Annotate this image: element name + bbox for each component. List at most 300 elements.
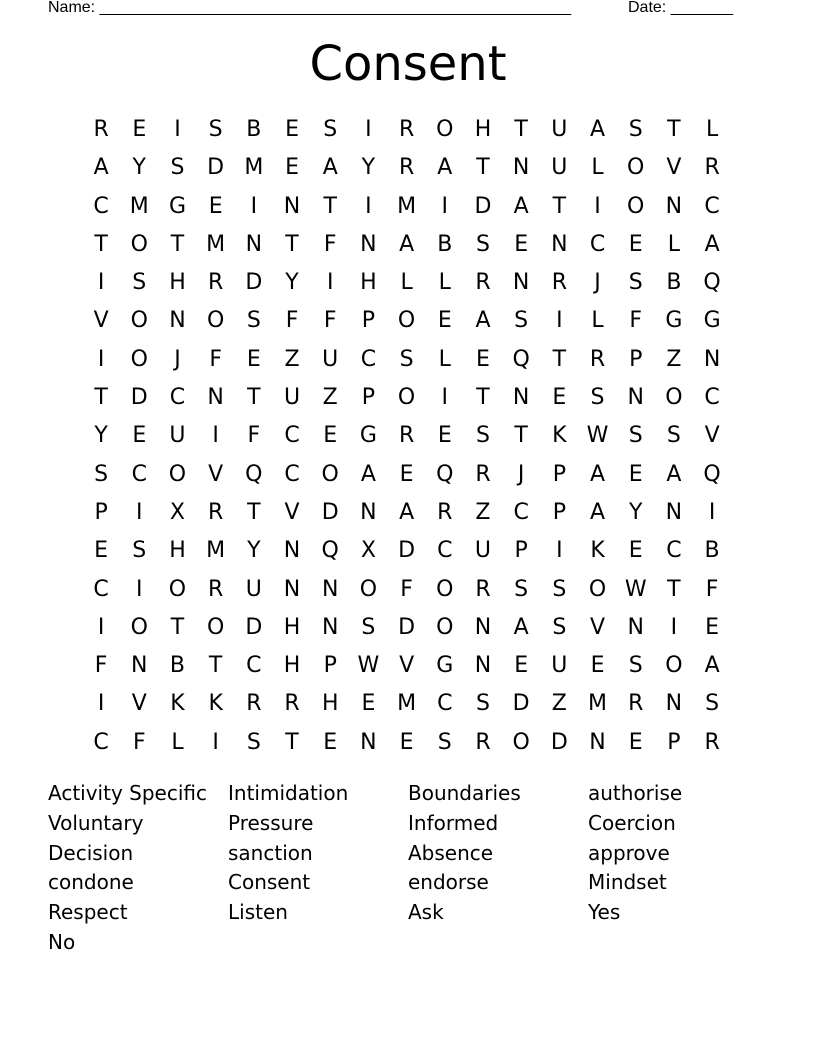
grid-letter: M (588, 691, 608, 717)
word-list-item: condone (48, 870, 134, 895)
grid-letter: A (399, 231, 415, 257)
grid-letter: L (591, 155, 604, 181)
grid-letter: D (130, 385, 148, 411)
grid-letter: N (360, 499, 377, 525)
grid-letter: X (360, 538, 376, 564)
grid-letter: Q (321, 538, 339, 564)
grid-letter: C (284, 461, 300, 487)
grid-letter: O (436, 576, 454, 602)
grid-letter: D (398, 614, 416, 640)
grid-letter: E (94, 538, 109, 564)
grid-letter: R (628, 691, 644, 717)
grid-letter: P (514, 538, 528, 564)
grid-letter: O (130, 346, 148, 372)
grid-letter: C (437, 691, 453, 717)
grid-letter: O (321, 461, 339, 487)
grid-letter: I (174, 117, 181, 142)
grid-letter: S (94, 461, 109, 487)
grid-letter: U (245, 576, 262, 602)
grid-letter: N (321, 576, 339, 602)
grid-letter: M (397, 193, 417, 219)
grid-letter: N (474, 653, 492, 679)
grid-letter: D (207, 155, 225, 181)
grid-letter: N (512, 270, 530, 296)
grid-letter: S (590, 385, 605, 411)
grid-letter: A (399, 499, 415, 525)
grid-letter: R (589, 346, 606, 372)
grid-letter: B (704, 538, 720, 564)
grid-letter: E (590, 653, 605, 679)
grid-letter: S (132, 538, 147, 564)
grid-letter: T (170, 231, 185, 257)
grid-letter: U (169, 423, 186, 449)
grid-letter: I (326, 270, 334, 296)
page-title: Consent (309, 36, 507, 92)
grid-letter: T (247, 385, 261, 411)
grid-letter: J (517, 461, 525, 487)
grid-letter: N (207, 385, 224, 411)
grid-letter: I (212, 423, 219, 449)
grid-letter: R (475, 576, 491, 602)
grid-letter: N (627, 614, 644, 640)
word-list-item: approve (588, 840, 670, 865)
grid-letter: Z (322, 385, 338, 411)
grid-letter: I (365, 193, 372, 219)
grid-letter: P (552, 461, 566, 487)
grid-letter: I (97, 614, 105, 640)
grid-letter: O (397, 385, 416, 411)
grid-letter: F (247, 423, 261, 449)
grid-letter: C (704, 385, 720, 411)
grid-letter: I (136, 576, 143, 602)
grid-letter: Z (284, 346, 300, 372)
grid-letter: R (246, 691, 262, 717)
grid-letter: M (206, 538, 226, 564)
grid-letter: O (206, 614, 225, 640)
grid-letter: D (550, 729, 568, 755)
grid-letter: A (93, 155, 109, 181)
grid-letter: M (206, 231, 226, 257)
grid-letter: W (624, 576, 647, 602)
grid-letter: C (246, 653, 262, 679)
grid-letter: R (475, 729, 491, 755)
grid-letter: D (512, 691, 530, 717)
grid-row (82, 685, 732, 723)
grid-letter: T (552, 346, 567, 372)
grid-letter: V (399, 653, 415, 679)
grid-letter: I (556, 308, 563, 334)
grid-letter: U (551, 117, 568, 142)
grid-letter: H (321, 691, 339, 717)
word-list-item: Yes (588, 900, 621, 925)
grid-letter: O (359, 576, 378, 602)
grid-letter: A (513, 193, 529, 219)
grid-letter: C (284, 423, 300, 449)
grid-letter: H (283, 614, 301, 640)
grid-row (82, 724, 732, 762)
grid-letter: T (285, 231, 299, 257)
grid-letter: U (474, 538, 492, 564)
grid-letter: O (168, 461, 187, 487)
grid-letter: L (400, 270, 413, 296)
grid-letter: R (284, 691, 300, 717)
grid-letter: S (475, 691, 490, 717)
grid-letter: I (441, 385, 449, 411)
grid-letter: V (666, 155, 682, 181)
grid-letter: F (323, 308, 337, 334)
grid-letter: G (665, 308, 683, 334)
word-list-item: Respect (48, 900, 128, 925)
grid-letter: S (514, 308, 529, 334)
grid-letter: T (285, 729, 299, 755)
grid-letter: N (627, 385, 644, 411)
grid-letter: E (514, 653, 529, 679)
name-field (48, 0, 571, 18)
grid-row (82, 456, 732, 494)
grid-letter: S (628, 270, 643, 296)
grid-letter: I (212, 729, 219, 755)
grid-letter: N (245, 231, 263, 257)
grid-letter: U (322, 346, 339, 372)
grid-letter: S (628, 117, 643, 142)
word-list-item: Informed (408, 810, 499, 835)
grid-letter: O (436, 614, 454, 640)
grid-letter: V (208, 461, 224, 487)
grid-letter: S (246, 729, 261, 755)
grid-letter: T (476, 155, 490, 181)
grid-letter: P (94, 499, 108, 525)
grid-letter: N (283, 538, 301, 564)
word-list-item: Consent (228, 870, 311, 895)
grid-letter: S (628, 653, 643, 679)
word-list-item: Listen (228, 900, 288, 925)
grid-letter: E (628, 461, 643, 487)
grid-letter: E (285, 155, 299, 181)
grid-letter: V (590, 614, 606, 640)
grid-letter: S (552, 576, 567, 602)
grid-letter: R (208, 576, 224, 602)
grid-letter: L (667, 231, 681, 257)
grid-letter: N (665, 691, 683, 717)
grid-letter: I (97, 691, 105, 717)
grid-letter: H (360, 270, 377, 296)
grid-row (82, 647, 732, 685)
grid-letter: C (589, 231, 606, 257)
grid-letter: G (436, 653, 454, 679)
grid-letter: R (93, 117, 109, 142)
grid-letter: E (399, 461, 414, 487)
grid-letter: B (246, 117, 262, 142)
grid-letter: E (323, 729, 338, 755)
word-list-item: Mindset (588, 870, 667, 895)
grid-letter: E (246, 346, 261, 372)
grid-letter: Q (245, 461, 263, 487)
grid-letter: O (206, 308, 225, 334)
grid-letter: B (437, 231, 453, 257)
grid-letter: U (551, 155, 568, 181)
grid-letter: R (398, 117, 415, 142)
grid-letter: E (476, 346, 490, 372)
grid-letter: N (169, 308, 186, 334)
grid-letter: Y (94, 423, 108, 449)
grid-letter: I (594, 193, 601, 219)
grid-letter: T (323, 193, 337, 219)
grid-letter: P (629, 346, 643, 372)
grid-letter: N (283, 576, 301, 602)
grid-letter: F (323, 231, 337, 257)
grid-letter: R (398, 155, 415, 181)
grid-letter: F (400, 576, 413, 602)
grid-letter: S (437, 729, 452, 755)
grid-letter: C (666, 538, 682, 564)
grid-letter: L (591, 308, 604, 334)
word-list-item: authorise (588, 781, 683, 805)
grid-letter: G (168, 193, 186, 219)
grid-letter: S (170, 155, 185, 181)
grid-letter: L (171, 729, 184, 755)
grid-letter: L (438, 270, 451, 296)
grid-row (82, 571, 732, 609)
grid-letter: Q (436, 461, 454, 487)
grid-letter: K (170, 691, 185, 717)
grid-letter: C (437, 538, 453, 564)
grid-letter: N (589, 729, 606, 755)
grid-letter: K (208, 691, 223, 717)
grid-letter: T (247, 499, 261, 525)
grid-letter: P (361, 308, 376, 334)
grid-letter: T (514, 423, 528, 449)
grid-letter: F (705, 576, 719, 602)
grid-letter: C (169, 385, 186, 411)
grid-letter: M (244, 155, 264, 181)
grid-letter: Z (666, 346, 682, 372)
grid-letter: Y (628, 499, 643, 525)
grid-row (82, 302, 732, 340)
date-field (628, 0, 733, 18)
letter-grid (82, 111, 732, 762)
grid-row (82, 417, 732, 455)
grid-letter: T (208, 653, 223, 679)
grid-letter: T (667, 576, 681, 602)
grid-letter: P (323, 653, 337, 679)
grid-letter: S (475, 423, 490, 449)
grid-letter: E (437, 423, 452, 449)
grid-row (82, 264, 732, 302)
grid-letter: I (670, 614, 678, 640)
grid-letter: E (628, 231, 643, 257)
grid-letter: D (321, 499, 339, 525)
word-list-item: No (48, 929, 76, 954)
grid-letter: C (131, 461, 147, 487)
grid-letter: C (513, 499, 529, 525)
grid-letter: R (208, 270, 224, 296)
grid-letter: O (397, 308, 416, 334)
grid-letter: V (131, 691, 147, 717)
grid-letter: N (665, 499, 683, 525)
grid-letter: F (285, 308, 299, 334)
grid-letter: S (323, 117, 338, 142)
grid-row (82, 111, 732, 149)
grid-letter: H (474, 117, 492, 142)
grid-letter: A (704, 653, 720, 679)
grid-letter: R (398, 423, 415, 449)
grid-letter: I (136, 499, 143, 525)
word-list-item: sanction (228, 840, 313, 865)
grid-letter: A (704, 231, 720, 257)
grid-letter: J (174, 346, 181, 372)
grid-letter: O (168, 576, 187, 602)
grid-letter: O (512, 729, 530, 755)
grid-letter: A (513, 614, 529, 640)
grid-letter: E (628, 538, 643, 564)
grid-letter: N (703, 346, 721, 372)
name-blank: _____________________________________________________ (99, 0, 572, 16)
grid-letter: N (474, 614, 492, 640)
grid-letter: P (667, 729, 681, 755)
grid-letter: N (360, 231, 377, 257)
grid-letter: E (361, 691, 376, 717)
word-list-item: endorse (408, 870, 489, 895)
grid-letter: A (360, 461, 376, 487)
grid-letter: N (665, 193, 683, 219)
grid-letter: U (551, 653, 568, 679)
grid-letter: I (708, 499, 716, 525)
grid-row (82, 226, 732, 264)
grid-letter: A (590, 499, 606, 525)
grid-letter: O (588, 576, 607, 602)
grid-letter: D (245, 614, 263, 640)
grid-letter: E (628, 729, 643, 755)
grid-row (82, 379, 732, 417)
date-blank: _______ (670, 0, 733, 16)
grid-letter: L (438, 346, 451, 372)
grid-letter: E (285, 117, 299, 142)
grid-letter: O (130, 614, 148, 640)
grid-letter: C (704, 193, 720, 219)
grid-letter: I (441, 193, 449, 219)
grid-letter: O (130, 231, 148, 257)
grid-letter: Y (285, 270, 299, 296)
word-list-item: Absence (408, 840, 494, 865)
grid-letter: H (169, 538, 186, 564)
grid-letter: I (250, 193, 258, 219)
grid-letter: E (132, 117, 147, 142)
grid-letter: R (475, 461, 491, 487)
grid-row (82, 149, 732, 187)
grid-letter: H (169, 270, 186, 296)
grid-letter: A (322, 155, 338, 181)
grid-letter: E (132, 423, 147, 449)
word-list-item: Ask (408, 900, 444, 925)
grid-letter: S (705, 691, 720, 717)
grid-letter: E (705, 614, 720, 640)
grid-letter: T (94, 231, 108, 257)
grid-letter: Y (132, 155, 146, 181)
word-list (48, 779, 768, 958)
grid-letter: R (208, 499, 224, 525)
word-list-item: Voluntary (48, 810, 144, 835)
grid-row (82, 609, 732, 647)
grid-letter: S (361, 614, 376, 640)
grid-letter: O (130, 308, 148, 334)
grid-letter: O (665, 385, 683, 411)
grid-letter: A (475, 308, 491, 334)
grid-letter: C (93, 193, 109, 219)
grid-letter: I (97, 346, 105, 372)
grid-letter: O (436, 117, 454, 142)
grid-letter: A (590, 117, 606, 142)
grid-letter: A (590, 461, 606, 487)
grid-letter: F (629, 308, 643, 334)
grid-letter: N (360, 729, 377, 755)
grid-letter: N (321, 614, 339, 640)
grid-letter: C (360, 346, 377, 372)
word-list-item: Decision (48, 840, 134, 865)
word-list-item: Intimidation (228, 781, 349, 805)
grid-letter: R (475, 270, 491, 296)
name-label: Name: (48, 0, 96, 16)
grid-row (82, 532, 732, 570)
grid-letter: T (94, 385, 108, 411)
grid-row (82, 188, 732, 226)
grid-letter: E (399, 729, 414, 755)
grid-letter: K (552, 423, 567, 449)
grid-letter: E (208, 193, 223, 219)
grid-letter: E (437, 308, 452, 334)
grid-letter: N (512, 155, 530, 181)
grid-letter: S (552, 614, 567, 640)
grid-row (82, 341, 732, 379)
grid-letter: C (93, 729, 109, 755)
grid-letter: O (627, 155, 645, 181)
grid-letter: V (93, 308, 109, 334)
grid-letter: F (132, 729, 146, 755)
grid-letter: I (97, 270, 105, 296)
grid-letter: Q (512, 346, 530, 372)
grid-letter: E (552, 385, 567, 411)
grid-letter: S (399, 346, 414, 372)
grid-letter: S (475, 231, 490, 257)
grid-letter: Y (247, 538, 261, 564)
grid-letter: T (170, 614, 185, 640)
grid-letter: M (129, 193, 149, 219)
grid-letter: P (361, 385, 376, 411)
grid-letter: I (556, 538, 563, 564)
grid-letter: T (514, 117, 528, 142)
grid-letter: E (514, 231, 529, 257)
grid-letter: C (93, 576, 109, 602)
grid-letter: J (594, 270, 601, 296)
grid-letter: M (397, 691, 417, 717)
grid-letter: N (551, 231, 568, 257)
grid-letter: G (703, 308, 721, 334)
grid-letter: B (666, 270, 682, 296)
grid-letter: S (628, 423, 643, 449)
grid-letter: A (437, 155, 453, 181)
grid-letter: W (586, 423, 609, 449)
word-list-item: Pressure (228, 810, 314, 835)
word-list-item: Boundaries (408, 781, 521, 805)
grid-letter: Q (703, 461, 721, 487)
grid-letter: R (437, 499, 453, 525)
grid-letter: P (552, 499, 566, 525)
grid-letter: T (552, 193, 567, 219)
grid-letter: S (666, 423, 681, 449)
grid-letter: Z (475, 499, 491, 525)
grid-letter: D (474, 193, 492, 219)
grid-letter: Z (551, 691, 567, 717)
grid-letter: B (169, 653, 186, 679)
